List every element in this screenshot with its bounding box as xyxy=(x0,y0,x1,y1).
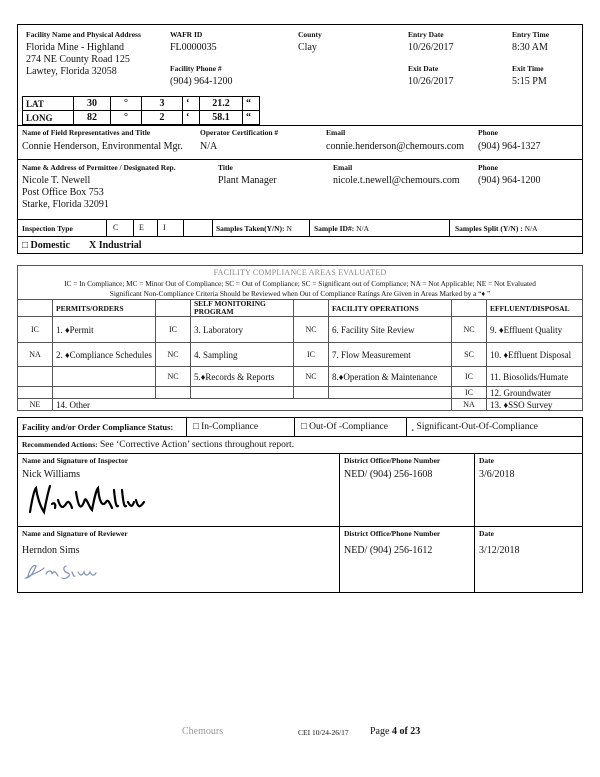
reviewer-date-label: Date xyxy=(479,529,494,538)
area-cell: 14. Other xyxy=(53,399,452,411)
page-prefix: Page xyxy=(370,726,390,737)
deg-symbol: ° xyxy=(111,111,142,125)
footer-code: CEI 10/24-26/17 xyxy=(298,728,349,737)
samples-split-label: Samples Split (Y/N) : xyxy=(455,224,523,233)
permittee-phone: (904) 964-1200 xyxy=(478,175,541,186)
area-cell: 2. ♦Compliance Schedules xyxy=(53,343,156,367)
long-label: LONG xyxy=(23,111,74,125)
domestic-checkbox[interactable]: □ Domestic xyxy=(22,240,70,251)
reviewer-name: Herndon Sims xyxy=(22,545,80,556)
field-rep-phone-label: Phone xyxy=(478,128,499,137)
permittee-email-label: Email xyxy=(333,163,353,172)
operator-cert-label: Operator Certification # xyxy=(200,128,279,137)
recommended-actions-label: Recommended Actions: xyxy=(22,440,98,449)
coordinates-table xyxy=(22,96,260,125)
industrial-checkbox[interactable]: X Industrial xyxy=(89,240,142,251)
header-permits: PERMITS/ORDERS xyxy=(53,300,156,317)
long-min: 2 xyxy=(142,111,183,125)
lat-sec: 21.2 xyxy=(200,97,243,111)
compliance-table xyxy=(17,299,583,411)
permittee-name: Nicole T. Newell xyxy=(22,175,91,186)
sample-id-label: Sample ID#: xyxy=(314,224,355,233)
reviewer-label: Name and Signature of Reviewer xyxy=(22,529,128,538)
permittee-label: Name & Address of Permittee / Designated Rep. xyxy=(22,163,176,172)
area-cell: 7. Flow Measurement xyxy=(329,343,452,367)
page-number: 4 xyxy=(391,726,397,737)
area-cell: 10. ♦Effluent Disposal xyxy=(487,343,583,367)
rating-cell: NC xyxy=(156,343,191,367)
rating-cell: IC xyxy=(452,367,487,387)
rating-cell: NC xyxy=(452,317,487,343)
rating-cell: SC xyxy=(452,343,487,367)
permittee-email: nicole.t.newell@chemours.com xyxy=(333,175,460,186)
rating-cell xyxy=(18,387,53,399)
lat-min: 3 xyxy=(142,97,183,111)
rating-cell: IC xyxy=(18,317,53,343)
samples-taken-label: Samples Taken(Y/N): xyxy=(216,224,285,233)
area-cell: 1. ♦Permit xyxy=(53,317,156,343)
inspector-date-label: Date xyxy=(479,456,494,465)
permittee-phone-label: Phone xyxy=(478,163,499,172)
out-of-compliance-checkbox[interactable]: □ Out-Of -Compliance xyxy=(301,422,388,432)
reviewer-office-label: District Office/Phone Number xyxy=(344,529,441,538)
type-c: C xyxy=(113,223,119,232)
samples-taken: N xyxy=(286,224,292,233)
inspector-office: NED/ (904) 256-1608 xyxy=(344,469,433,480)
entry-date: 10/26/2017 xyxy=(408,42,454,53)
rating-cell: IC xyxy=(452,387,487,399)
field-rep-email-label: Email xyxy=(326,128,346,137)
facility-name: Florida Mine - Highland xyxy=(26,42,125,53)
area-cell: 5.♦Records & Reports xyxy=(191,367,294,387)
rating-cell: NC xyxy=(156,367,191,387)
area-cell xyxy=(53,387,156,399)
permittee-title: Plant Manager xyxy=(218,175,277,186)
county: Clay xyxy=(298,42,317,53)
lat-label: LAT xyxy=(23,97,74,111)
inspector-label: Name and Signature of Inspector xyxy=(22,456,129,465)
exit-date-label: Exit Date xyxy=(408,64,439,73)
field-rep: Connie Henderson, Environmental Mgr. xyxy=(22,141,183,152)
rating-cell: NA xyxy=(18,343,53,367)
min-symbol: ‘ xyxy=(183,111,200,125)
county-label: County xyxy=(298,30,322,39)
field-rep-email: connie.henderson@chemours.com xyxy=(326,141,465,152)
rating-cell: NE xyxy=(18,399,53,411)
compliance-title: FACILITY COMPLIANCE AREAS EVALUATED xyxy=(213,268,387,277)
rating-cell: IC xyxy=(156,317,191,343)
area-cell: 3. Laboratory xyxy=(191,317,294,343)
rating-cell: NA xyxy=(452,399,487,411)
inspector-office-label: District Office/Phone Number xyxy=(344,456,441,465)
inspector-date: 3/6/2018 xyxy=(479,469,515,480)
inspector-signature xyxy=(22,482,152,522)
area-cell xyxy=(53,367,156,387)
header-facility-operations: FACILITY OPERATIONS xyxy=(329,300,452,317)
page-total: 23 xyxy=(410,726,421,737)
wafr-label: WAFR ID xyxy=(170,30,203,39)
entry-date-label: Entry Date xyxy=(408,30,444,39)
exit-time: 5:15 PM xyxy=(512,76,547,87)
compliance-legend-2: Significant Non-Compliance Criteria Should be Reviewed when Out of Compliance Ratings Are Given in Areas Marked by a “♦ ” xyxy=(109,289,491,298)
area-cell: 9. ♦Effluent Quality xyxy=(487,317,583,343)
long-sec: 58.1 xyxy=(200,111,243,125)
in-compliance-checkbox[interactable]: □ In-Compliance xyxy=(193,422,259,432)
operator-cert: N/A xyxy=(200,141,218,152)
area-cell: 8.♦Operation & Maintenance xyxy=(329,367,452,387)
permittee-title-label: Title xyxy=(218,163,233,172)
area-cell: 6. Facility Site Review xyxy=(329,317,452,343)
reviewer-office: NED/ (904) 256-1612 xyxy=(344,545,433,556)
lat-deg: 30 xyxy=(74,97,111,111)
facility-name-label: Facility Name and Physical Address xyxy=(26,30,141,39)
sec-symbol: “ xyxy=(243,111,260,125)
deg-symbol: ° xyxy=(111,97,142,111)
significant-out-checkbox[interactable]: ¸ Significant-Out-Of-Compliance xyxy=(411,422,538,432)
rating-cell: IC xyxy=(294,343,329,367)
facility-address1: 274 NE County Road 125 xyxy=(26,54,130,65)
rating-cell xyxy=(156,387,191,399)
long-deg: 82 xyxy=(74,111,111,125)
min-symbol: ‘ xyxy=(183,97,200,111)
compliance-legend-1: IC = In Compliance; MC = Minor Out of Compliance; SC = Out of Compliance; SC = Significant out of Compliance; NA = Not Applicable; NE = Not Evaluated xyxy=(64,279,536,288)
sample-id: N/A xyxy=(356,224,370,233)
exit-time-label: Exit Time xyxy=(512,64,544,73)
rating-cell: NC xyxy=(294,317,329,343)
type-e: E xyxy=(139,223,144,232)
recommended-actions: See ‘Corrective Action’ sections throughout report. xyxy=(100,440,294,450)
permittee-addr1: Post Office Box 753 xyxy=(22,187,104,198)
header-effluent: EFFLUENT/DISPOSAL xyxy=(487,300,583,317)
reviewer-signature xyxy=(22,558,102,584)
samples-split: N/A xyxy=(524,224,538,233)
inspection-type-label: Inspection Type xyxy=(22,224,73,233)
permittee-addr2: Starke, Florida 32091 xyxy=(22,199,109,210)
exit-date: 10/26/2017 xyxy=(408,76,454,87)
header-self-monitoring: SELF MONITORING PROGRAM xyxy=(191,300,294,317)
entry-time-label: Entry Time xyxy=(512,30,550,39)
entry-time: 8:30 AM xyxy=(512,42,548,53)
compliance-status-label: Facility and/or Order Compliance Status: xyxy=(22,422,174,432)
area-cell: 4. Sampling xyxy=(191,343,294,367)
rating-cell xyxy=(294,387,329,399)
area-cell xyxy=(191,387,294,399)
inspector-name: Nick Williams xyxy=(22,469,81,480)
sec-symbol: “ xyxy=(243,97,260,111)
area-cell xyxy=(329,387,452,399)
facility-address2: Lawtey, Florida 32058 xyxy=(26,66,117,77)
area-cell: 12. Groundwater xyxy=(487,387,583,399)
field-rep-label: Name of Field Representatives and Title xyxy=(22,128,151,137)
rating-cell xyxy=(18,367,53,387)
type-i: I xyxy=(163,223,166,232)
area-cell: 11. Biosolids/Humate xyxy=(487,367,583,387)
footer-company: Chemours xyxy=(182,726,224,737)
facility-phone: (904) 964-1200 xyxy=(170,76,233,87)
field-rep-phone: (904) 964-1327 xyxy=(478,141,541,152)
reviewer-date: 3/12/2018 xyxy=(479,545,520,556)
facility-phone-label: Facility Phone # xyxy=(170,64,222,73)
wafr-id: FL0000035 xyxy=(170,42,217,53)
page-indicator xyxy=(370,726,420,737)
area-cell: 13. ♦SSO Survey xyxy=(487,399,583,411)
rating-cell: NC xyxy=(294,367,329,387)
page-of: of xyxy=(399,726,408,737)
